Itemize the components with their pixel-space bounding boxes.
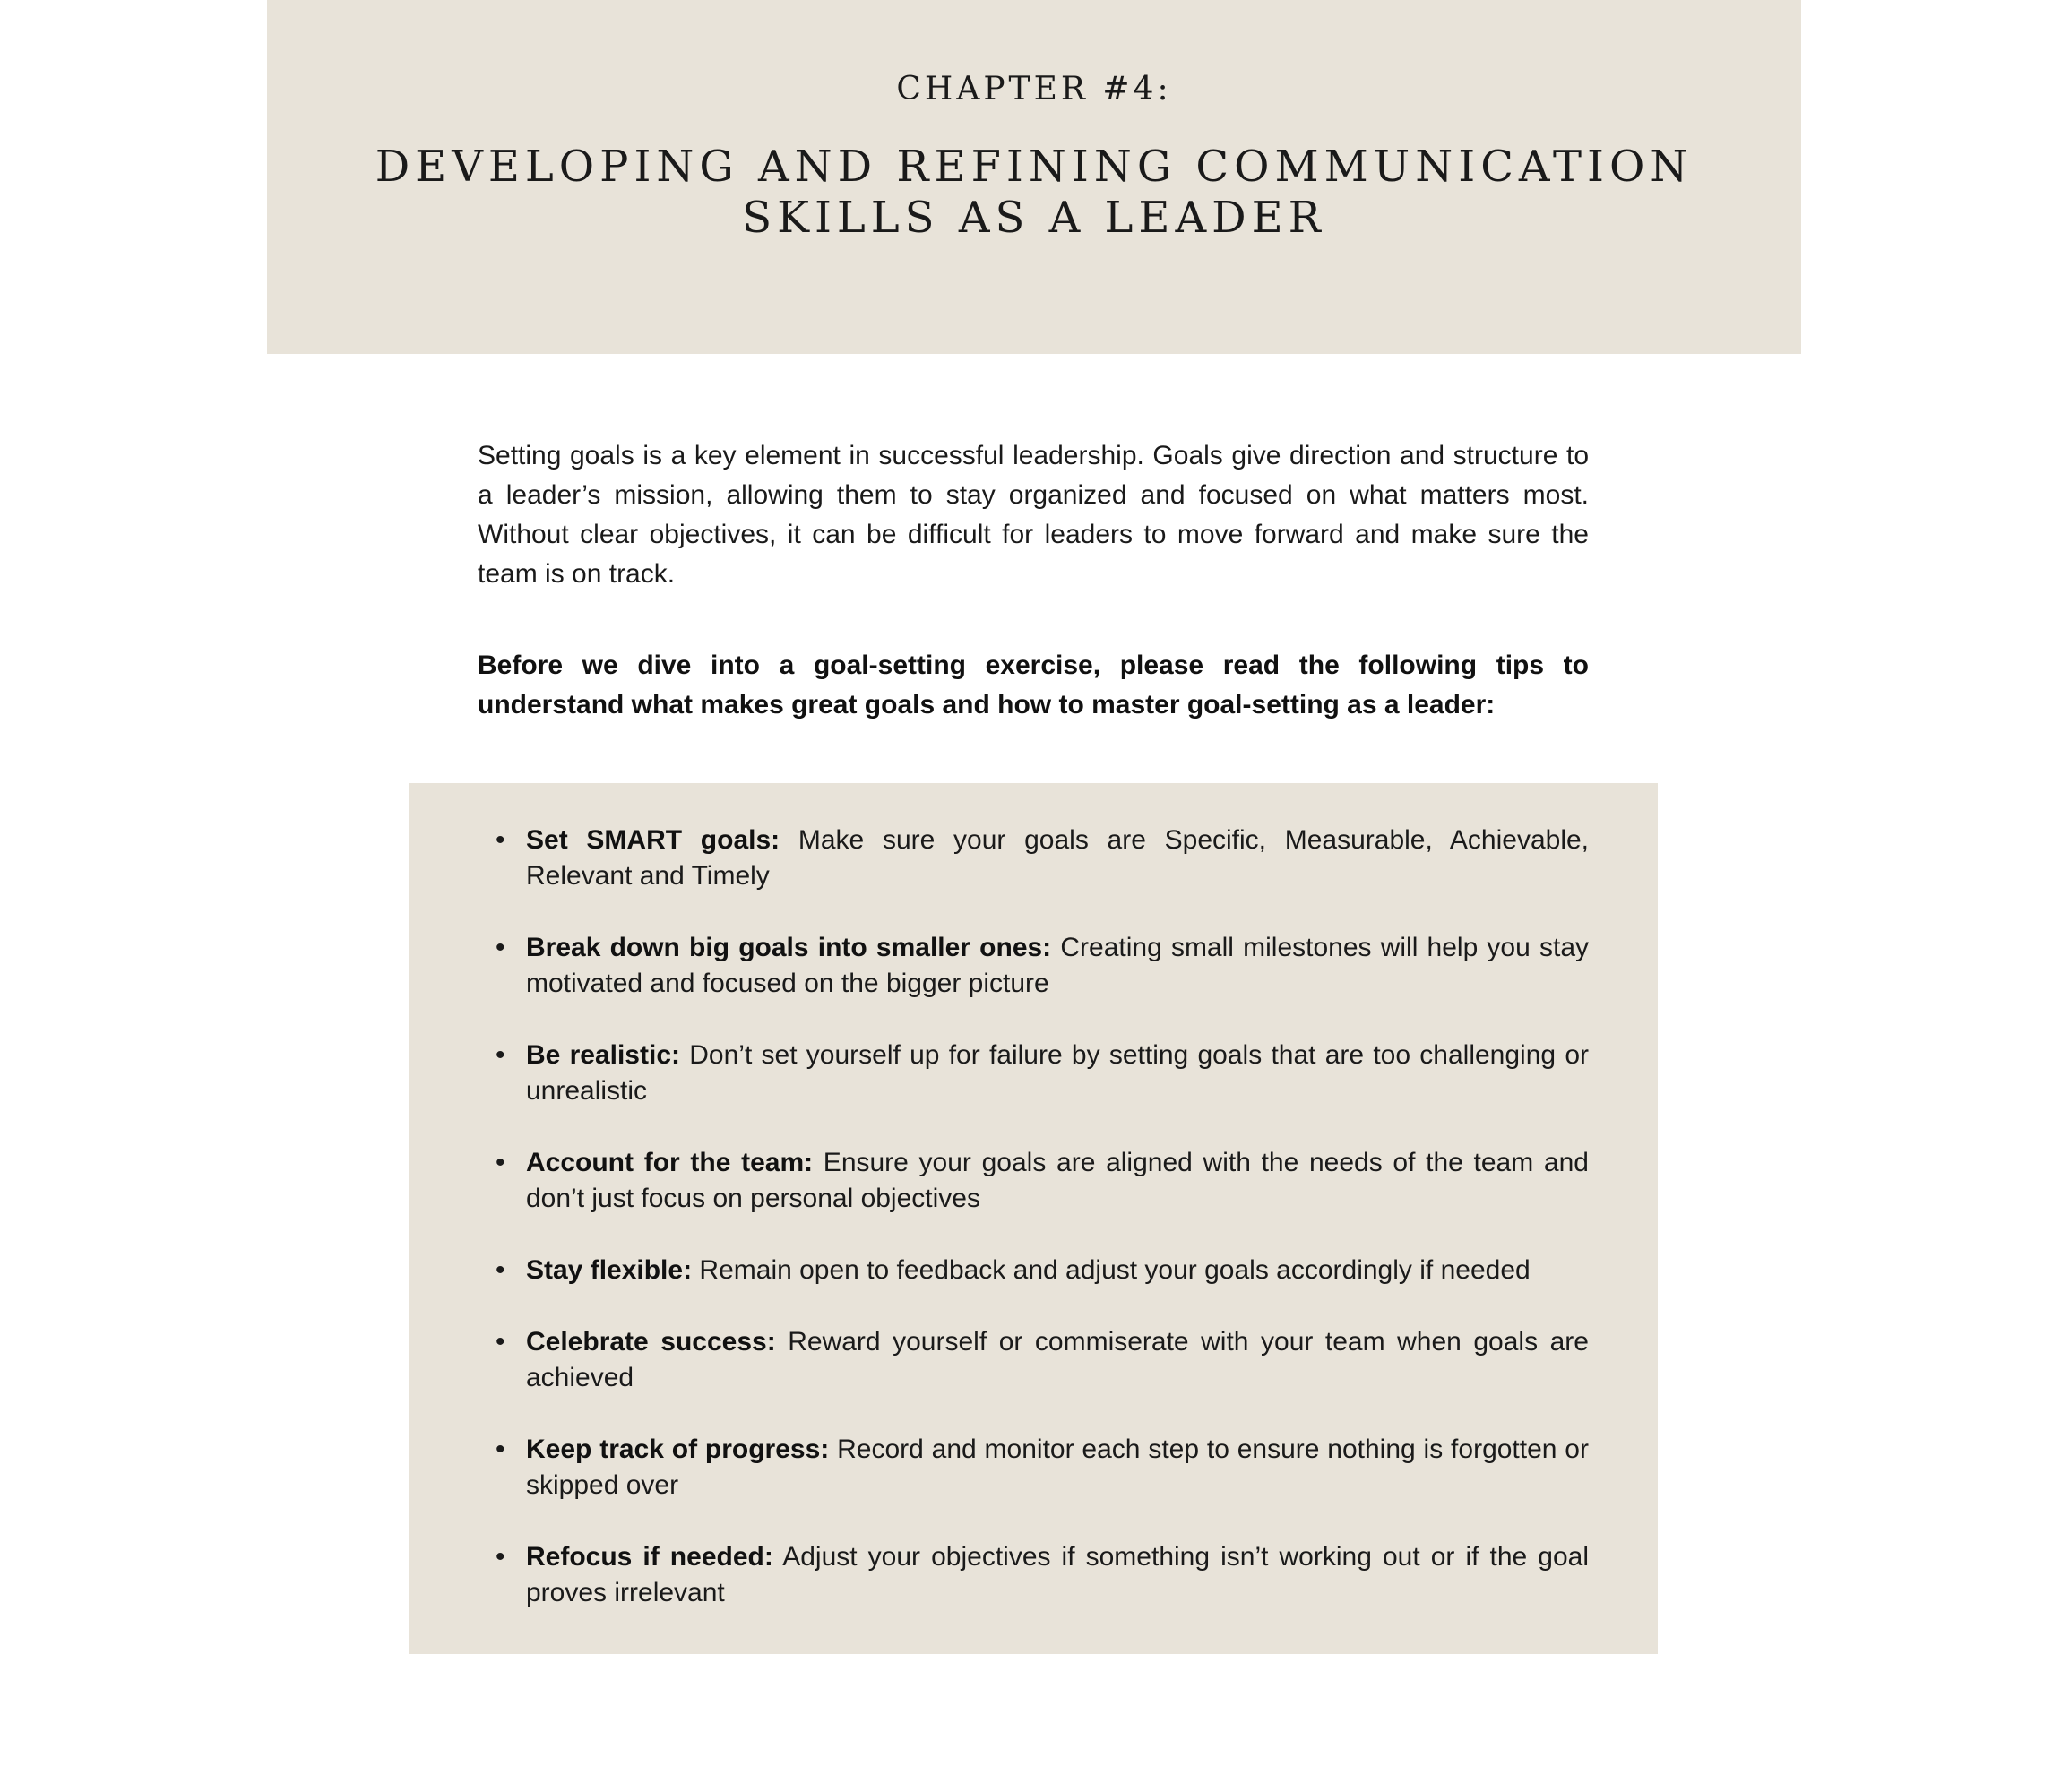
- tip-title: Be realistic:: [526, 1040, 680, 1070]
- tips-box: [409, 783, 1658, 1654]
- tip-item: [496, 1539, 1589, 1611]
- tip-text: Don’t set yourself up for failure by setting goals that are too challenging or unrealistic: [526, 1040, 1589, 1106]
- chapter-header: [267, 0, 1801, 354]
- bullet-icon: •: [496, 825, 505, 855]
- tip-item: [496, 1145, 1589, 1217]
- tip-text: Ensure your goals are aligned with the needs of the team and don’t just focus on personal objectives: [526, 1148, 1589, 1213]
- tip-text: Make sure your goals are Specific, Measurable, Achievable, Relevant and Timely: [526, 825, 1589, 891]
- tip-text: Record and monitor each step to ensure nothing is forgotten or skipped over: [526, 1434, 1589, 1500]
- tip-text: Reward yourself or commiserate with your team when goals are achieved: [526, 1327, 1589, 1392]
- tip-item: [496, 1432, 1589, 1503]
- tip-text: Remain open to feedback and adjust your goals accordingly if needed: [692, 1255, 1531, 1285]
- tip-title: Account for the team:: [526, 1148, 814, 1177]
- chapter-title-line-2: SKILLS AS A LEADER: [742, 193, 1326, 243]
- chapter-title: [267, 142, 1801, 244]
- chapter-title-line-1: DEVELOPING AND REFINING COMMUNICATION: [375, 142, 1694, 192]
- tips-list: [496, 823, 1589, 1611]
- tip-title: Refocus if needed:: [526, 1542, 773, 1572]
- tip-title: Stay flexible:: [526, 1255, 693, 1285]
- tip-text: Creating small milestones will help you stay motivated and focused on the bigger picture: [526, 933, 1589, 998]
- bullet-icon: •: [496, 933, 505, 962]
- bullet-icon: •: [496, 1327, 505, 1357]
- tip-item: [496, 1038, 1589, 1109]
- tip-title: Set SMART goals:: [526, 825, 780, 855]
- tip-item: [496, 1324, 1589, 1396]
- tip-item: [496, 823, 1589, 894]
- tip-title: Keep track of progress:: [526, 1434, 830, 1464]
- bullet-icon: •: [496, 1542, 505, 1572]
- tip-item: [496, 1253, 1589, 1288]
- intro-paragraph: Setting goals is a key element in successful leadership. Goals give direction and structure to a leader’s mission, allowing them to stay organized and focused on what matters most. Without clear objectives, it can be difficult for leaders to move forward and make sure the team is on track.: [478, 441, 1589, 589]
- bullet-icon: •: [496, 1040, 505, 1070]
- bullet-icon: •: [496, 1434, 505, 1464]
- bullet-icon: •: [496, 1255, 505, 1285]
- tip-text: Adjust your objectives if something isn’t working out or if the goal proves irrelevant: [526, 1542, 1589, 1607]
- chapter-label: CHAPTER #4:: [896, 71, 1172, 108]
- lead-paragraph: Before we dive into a goal-setting exercise, please read the following tips to understand what makes great goals and how to master goal-setting as a leader:: [478, 650, 1589, 719]
- bullet-icon: •: [496, 1148, 505, 1177]
- tip-title: Celebrate success:: [526, 1327, 776, 1357]
- tip-item: [496, 930, 1589, 1002]
- tip-title: Break down big goals into smaller ones:: [526, 933, 1052, 962]
